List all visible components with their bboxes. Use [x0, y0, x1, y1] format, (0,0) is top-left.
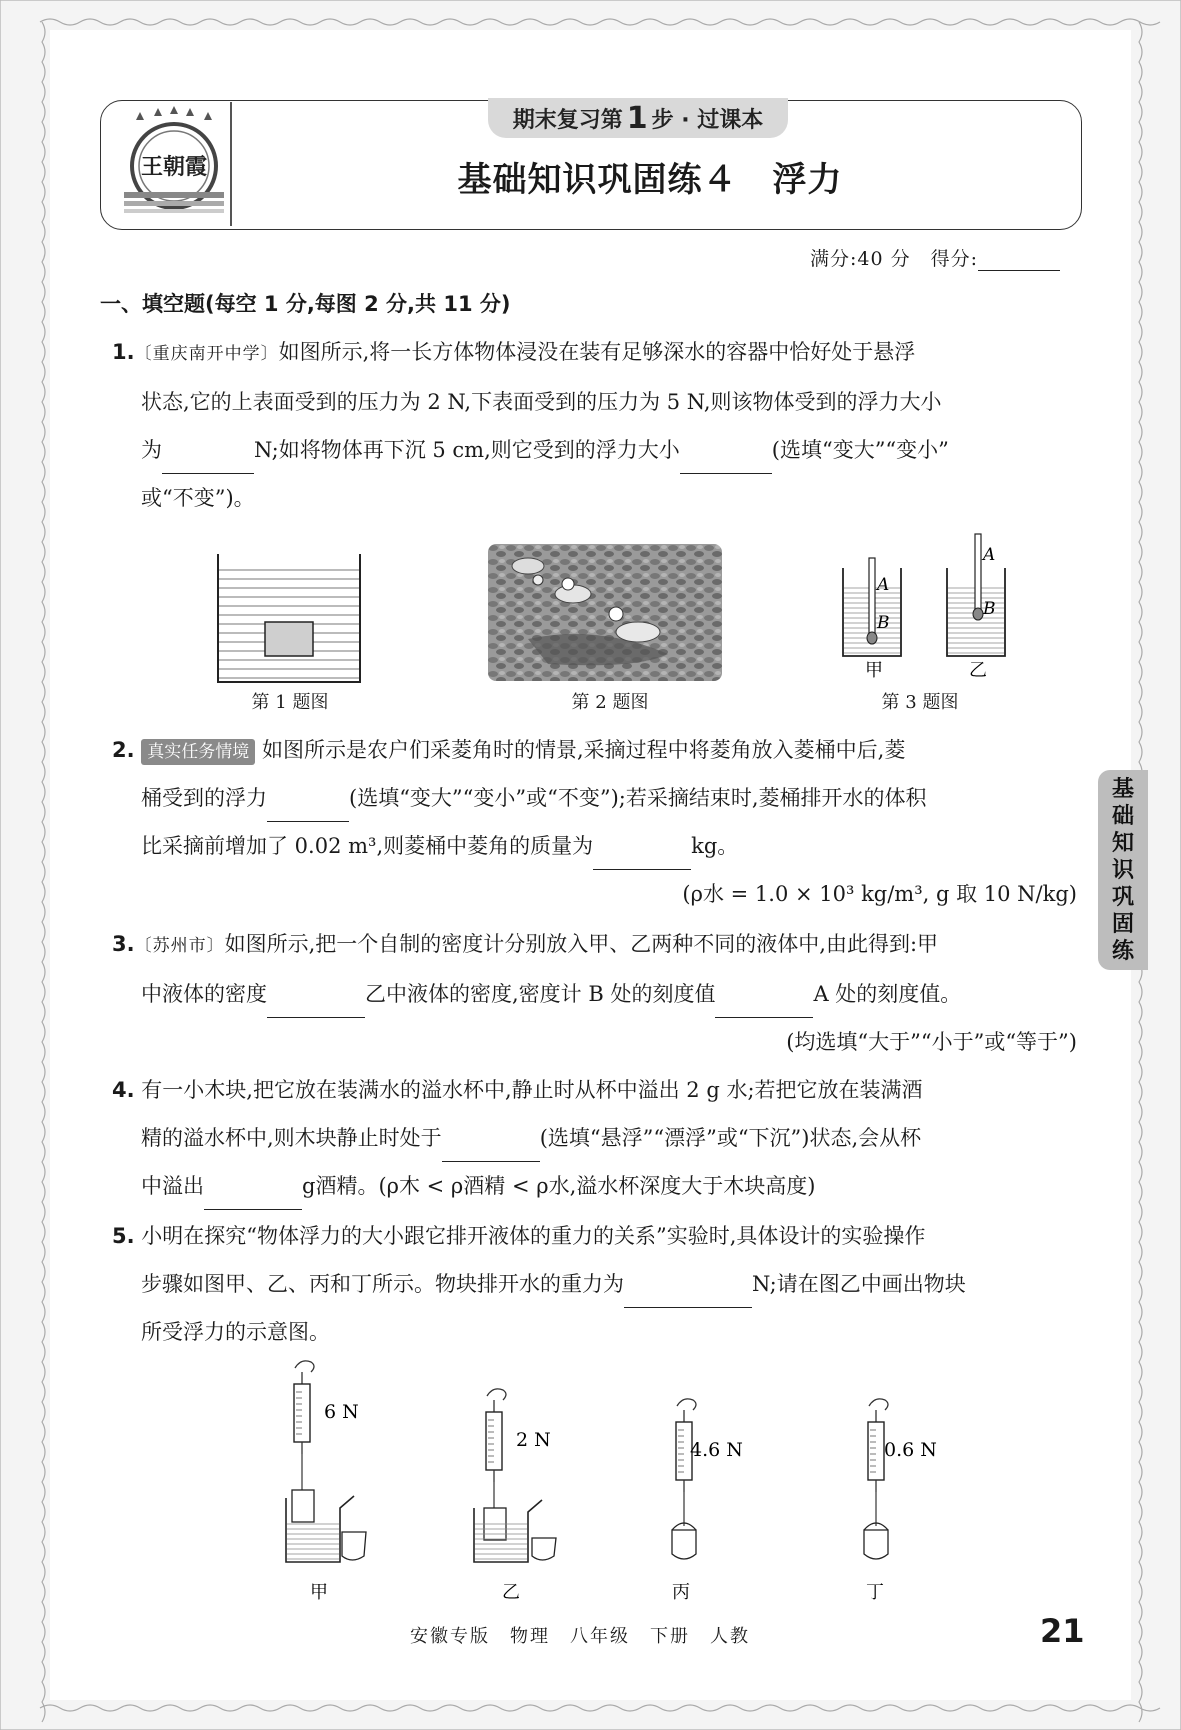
page-title: 基础知识巩固练４ 浮力 — [457, 160, 843, 200]
q3-blank-2[interactable] — [715, 995, 813, 1018]
side-tab-char: 基 — [1111, 776, 1134, 802]
q2-line1: 如图所示是农户们采菱角时的情景,采摘过程中将菱角放入菱桶中后,菱 — [261, 738, 906, 762]
question-5 — [112, 1212, 1077, 1356]
q2-blank-1[interactable] — [267, 799, 349, 822]
q5-line2b: N;请在图乙中画出物块 — [752, 1272, 966, 1296]
fig5-caption-3: 丙 — [672, 1582, 690, 1603]
section-title: 一、填空题(每空 1 分,每图 2 分,共 11 分) — [100, 292, 511, 316]
q2-number: 2. — [112, 738, 135, 762]
side-tab-char: 固 — [1111, 911, 1134, 937]
q3-line2b: 乙中液体的密度,密度计 B 处的刻度值 — [365, 982, 716, 1006]
q1-line3b: N;如将物体再下沉 5 cm,则它受到的浮力大小 — [254, 438, 680, 462]
q1-line2: 状态,它的上表面受到的压力为 2 N,下表面受到的压力为 5 N,则该物体受到的浮力大小 — [141, 390, 942, 414]
figure-1-caption: 第 1 题图 — [251, 692, 329, 713]
q1-number: 1. — [112, 340, 135, 364]
q5-line3: 所受浮力的示意图。 — [141, 1320, 330, 1344]
score-label: 满分:40 分 得分: — [810, 248, 979, 270]
page-number: 21 — [1040, 1612, 1085, 1650]
q2-line3b: kg。 — [691, 834, 739, 858]
q4-line2b: (选填“悬浮”“漂浮”或“下沉”)状态,会从杯 — [539, 1126, 922, 1150]
figure-3-caption: 第 3 题图 — [881, 692, 959, 713]
q4-line3a: 中溢出 — [141, 1174, 204, 1198]
q3-line2a: 中液体的密度 — [141, 982, 267, 1006]
question-1 — [112, 328, 1077, 522]
q4-blank-2[interactable] — [204, 1187, 302, 1210]
figure-1-container — [210, 550, 370, 685]
q1-blank-2[interactable] — [680, 451, 772, 474]
question-4 — [112, 1066, 1077, 1210]
q1-blank-1[interactable] — [162, 451, 254, 474]
side-tab-char: 识 — [1111, 857, 1134, 883]
fig5-caption-4: 丁 — [866, 1582, 884, 1603]
badge-suffix: 步 · 过课本 — [651, 107, 764, 133]
side-tab — [1098, 770, 1148, 970]
fig5-caption-1: 甲 — [310, 1582, 328, 1603]
step-badge — [488, 98, 788, 138]
fig5-reading-4: 0.6 N — [884, 1439, 937, 1461]
side-tab-char: 知 — [1111, 830, 1134, 856]
q1-line1: 如图所示,将一长方体物体浸没在装有足够深水的容器中恰好处于悬浮 — [278, 340, 916, 364]
q3-line2c: A 处的刻度值。 — [813, 982, 962, 1006]
q1-line3a: 为 — [141, 438, 162, 462]
q5-line2a: 步骤如图甲、乙、丙和丁所示。物块排开水的重力为 — [141, 1272, 624, 1296]
q5-line1: 小明在探究“物体浮力的大小跟它排开液体的重力的关系”实验时,具体设计的实验操作 — [141, 1224, 926, 1248]
q1-line4: 或“不变”)。 — [141, 486, 255, 510]
badge-number: 1 — [626, 100, 648, 136]
q2-line3a: 比采摘前增加了 0.02 m³,则菱桶中菱角的质量为 — [141, 834, 594, 858]
side-tab-char: 练 — [1111, 938, 1134, 964]
fig3-label-jia: 甲 — [865, 660, 883, 678]
question-2 — [112, 726, 1077, 918]
q3-number: 3. — [112, 932, 135, 956]
figure-2-photo — [488, 544, 722, 681]
side-tab-char: 巩 — [1111, 884, 1134, 910]
q3-note: (均选填“大于”“小于”或“等于”) — [786, 1030, 1077, 1054]
fig5-reading-3: 4.6 N — [690, 1439, 743, 1461]
fig3-label-b-right: B — [983, 599, 996, 619]
q2-blank-2[interactable] — [593, 847, 691, 870]
q5-blank-1[interactable] — [624, 1285, 752, 1308]
q3-blank-1[interactable] — [267, 995, 365, 1018]
q5-number: 5. — [112, 1224, 135, 1248]
q4-line2a: 精的溢水杯中,则木块静止时处于 — [141, 1126, 442, 1150]
fig3-label-b-left: B — [877, 613, 890, 633]
svg-text:王朝霞: 王朝霞 — [140, 154, 208, 180]
q4-blank-1[interactable] — [442, 1139, 540, 1162]
fig3-label-a-right: A — [983, 545, 996, 565]
question-3 — [112, 920, 1077, 1066]
fig3-label-yi: 乙 — [969, 660, 987, 678]
side-tab-char: 础 — [1111, 803, 1134, 829]
q4-line3b: g酒精。(ρ木 < ρ酒精 < ρ水,溢水杯深度大于木块高度) — [302, 1174, 816, 1198]
q2-tag: 真实任务情境 — [141, 739, 255, 765]
q3-line1: 如图所示,把一个自制的密度计分别放入甲、乙两种不同的液体中,由此得到:甲 — [224, 932, 939, 956]
fig5-reading-2: 2 N — [516, 1429, 551, 1451]
figure-5-container — [270, 1358, 970, 1604]
q2-line2b: (选填“变大”“变小”或“不变”);若采摘结束时,菱桶排开水的体积 — [349, 786, 927, 810]
q3-source: 〔苏州市〕 — [134, 936, 225, 956]
fig3-label-a-left: A — [877, 575, 890, 595]
score-line — [810, 244, 1060, 271]
score-blank[interactable] — [978, 252, 1060, 271]
badge-prefix: 期末复习第 — [512, 107, 623, 133]
footer-text: 安徽专版 物理 八年级 下册 人教 — [410, 1626, 750, 1647]
submerged-block — [265, 622, 313, 656]
q2-line2a: 桶受到的浮力 — [141, 786, 267, 810]
figure-3-container — [835, 528, 1025, 678]
q1-line3c: (选填“变大”“变小” — [771, 438, 949, 462]
fig5-caption-2: 乙 — [502, 1582, 520, 1603]
fig5-reading-1: 6 N — [324, 1401, 359, 1423]
q2-note: (ρ水 = 1.0 × 10³ kg/m³, g 取 10 N/kg) — [682, 882, 1077, 906]
q4-number: 4. — [112, 1078, 135, 1102]
q1-source: 〔重庆南开中学〕 — [134, 344, 279, 364]
q4-line1: 有一小木块,把它放在装满水的溢水杯中,静止时从杯中溢出 2 g 水;若把它放在装满酒 — [141, 1078, 923, 1102]
figure-2-caption: 第 2 题图 — [571, 692, 649, 713]
publisher-logo — [120, 104, 228, 222]
